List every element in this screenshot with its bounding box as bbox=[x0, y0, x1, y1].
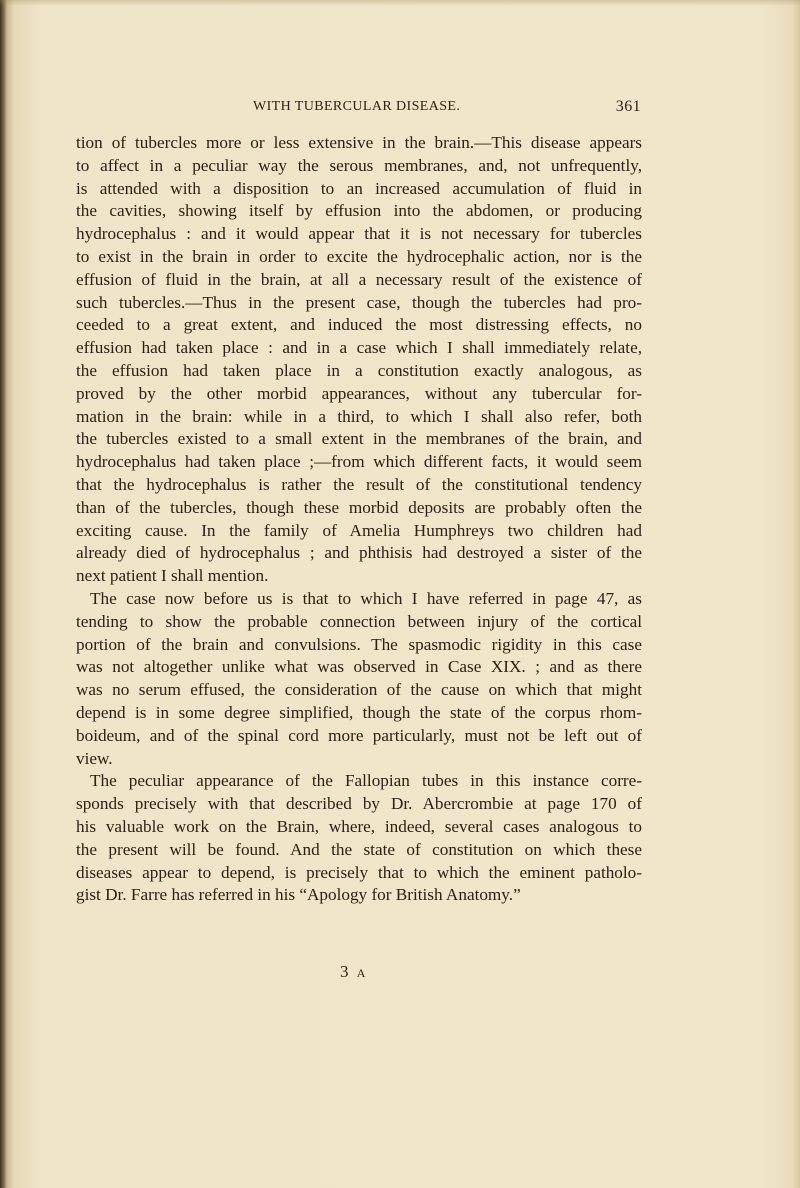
text-line: view. bbox=[76, 748, 113, 768]
text-line: already died of hydrocephalus ; and phthisis had destroyed a sister of the bbox=[76, 543, 642, 563]
paragraph-first-line: The peculiar appearance of the Fallopian tubes in this instance corre- bbox=[90, 771, 642, 791]
text-line: the effusion had taken place in a constitution exactly analogous, as bbox=[76, 360, 642, 380]
text-line: to exist in the brain in order to excite the hydrocephalic action, nor is the bbox=[76, 246, 642, 266]
text-line: boideum, and of the spinal cord more particularly, must not be left out of bbox=[76, 725, 642, 745]
text-line: his valuable work on the Brain, where, indeed, several cases analogous to bbox=[76, 816, 642, 836]
text-line: the cavities, showing itself by effusion into the abdomen, or producing bbox=[76, 201, 642, 221]
text-line: to affect in a peculiar way the serous membranes, and, not unfrequently, bbox=[76, 155, 642, 175]
text-line: tending to show the probable connection between injury of the cortical bbox=[76, 611, 642, 631]
signature-number: 3 bbox=[340, 962, 351, 981]
text-line: portion of the brain and convulsions. The spasmodic rigidity in this case bbox=[76, 634, 642, 654]
text-line: depend is in some degree simplified, though the state of the corpus rhom- bbox=[76, 702, 642, 722]
text-line: diseases appear to depend, is precisely that to which the eminent patholo- bbox=[76, 862, 642, 882]
text-line: than of the tubercles, though these morbid deposits are probably often the bbox=[76, 497, 642, 517]
text-line: such tubercles.—Thus in the present case, though the tubercles had pro- bbox=[76, 292, 642, 312]
page-number: 361 bbox=[615, 98, 641, 115]
text-line: hydrocephalus : and it would appear that it is not necessary for tubercles bbox=[76, 224, 642, 244]
text-line: was no serum effused, the consideration of the cause on which that might bbox=[76, 680, 642, 700]
text-line: sponds precisely with that described by Dr. Abercrombie at page 170 of bbox=[76, 794, 642, 814]
text-line: next patient I shall mention. bbox=[76, 566, 269, 586]
text-line: effusion had taken place : and in a case which I shall immediately relate, bbox=[76, 338, 642, 358]
text-line: exciting cause. In the family of Amelia Humphreys two children had bbox=[76, 520, 642, 540]
page-header bbox=[78, 99, 641, 119]
body-text bbox=[76, 132, 642, 907]
text-line: gist Dr. Farre has referred in his “Apology for British Anatomy.” bbox=[76, 885, 521, 905]
text-line: was not altogether unlike what was observed in Case XIX. ; and as there bbox=[76, 657, 642, 677]
text-line: proved by the other morbid appearances, without any tubercular for- bbox=[76, 383, 642, 403]
text-line: mation in the brain: while in a third, to which I shall also refer, both bbox=[76, 406, 642, 426]
page-top-shading bbox=[0, 0, 800, 6]
signature-mark bbox=[340, 962, 367, 982]
text-line: the present will be found. And the state of constitution on which these bbox=[76, 839, 642, 859]
text-line: ceeded to a great extent, and induced the most distressing effects, no bbox=[76, 315, 642, 335]
text-line: tion of tubercles more or less extensive in the brain.—This disease appears bbox=[76, 133, 642, 152]
paragraph-first-line: The case now before us is that to which I have referred in page 47, as bbox=[90, 588, 642, 608]
signature-letter: A bbox=[356, 966, 368, 980]
text-line: effusion of fluid in the brain, at all a necessary result of the existence of bbox=[76, 269, 642, 289]
text-line: is attended with a disposition to an increased accumulation of fluid in bbox=[76, 178, 642, 198]
text-line: that the hydrocephalus is rather the result of the constitutional tendency bbox=[76, 474, 642, 494]
text-line: the tubercles existed to a small extent in the membranes of the brain, and bbox=[76, 429, 642, 449]
running-head: WITH TUBERCULAR DISEASE. bbox=[253, 99, 461, 114]
text-line: hydrocephalus had taken place ;—from which different facts, it would seem bbox=[76, 452, 642, 472]
